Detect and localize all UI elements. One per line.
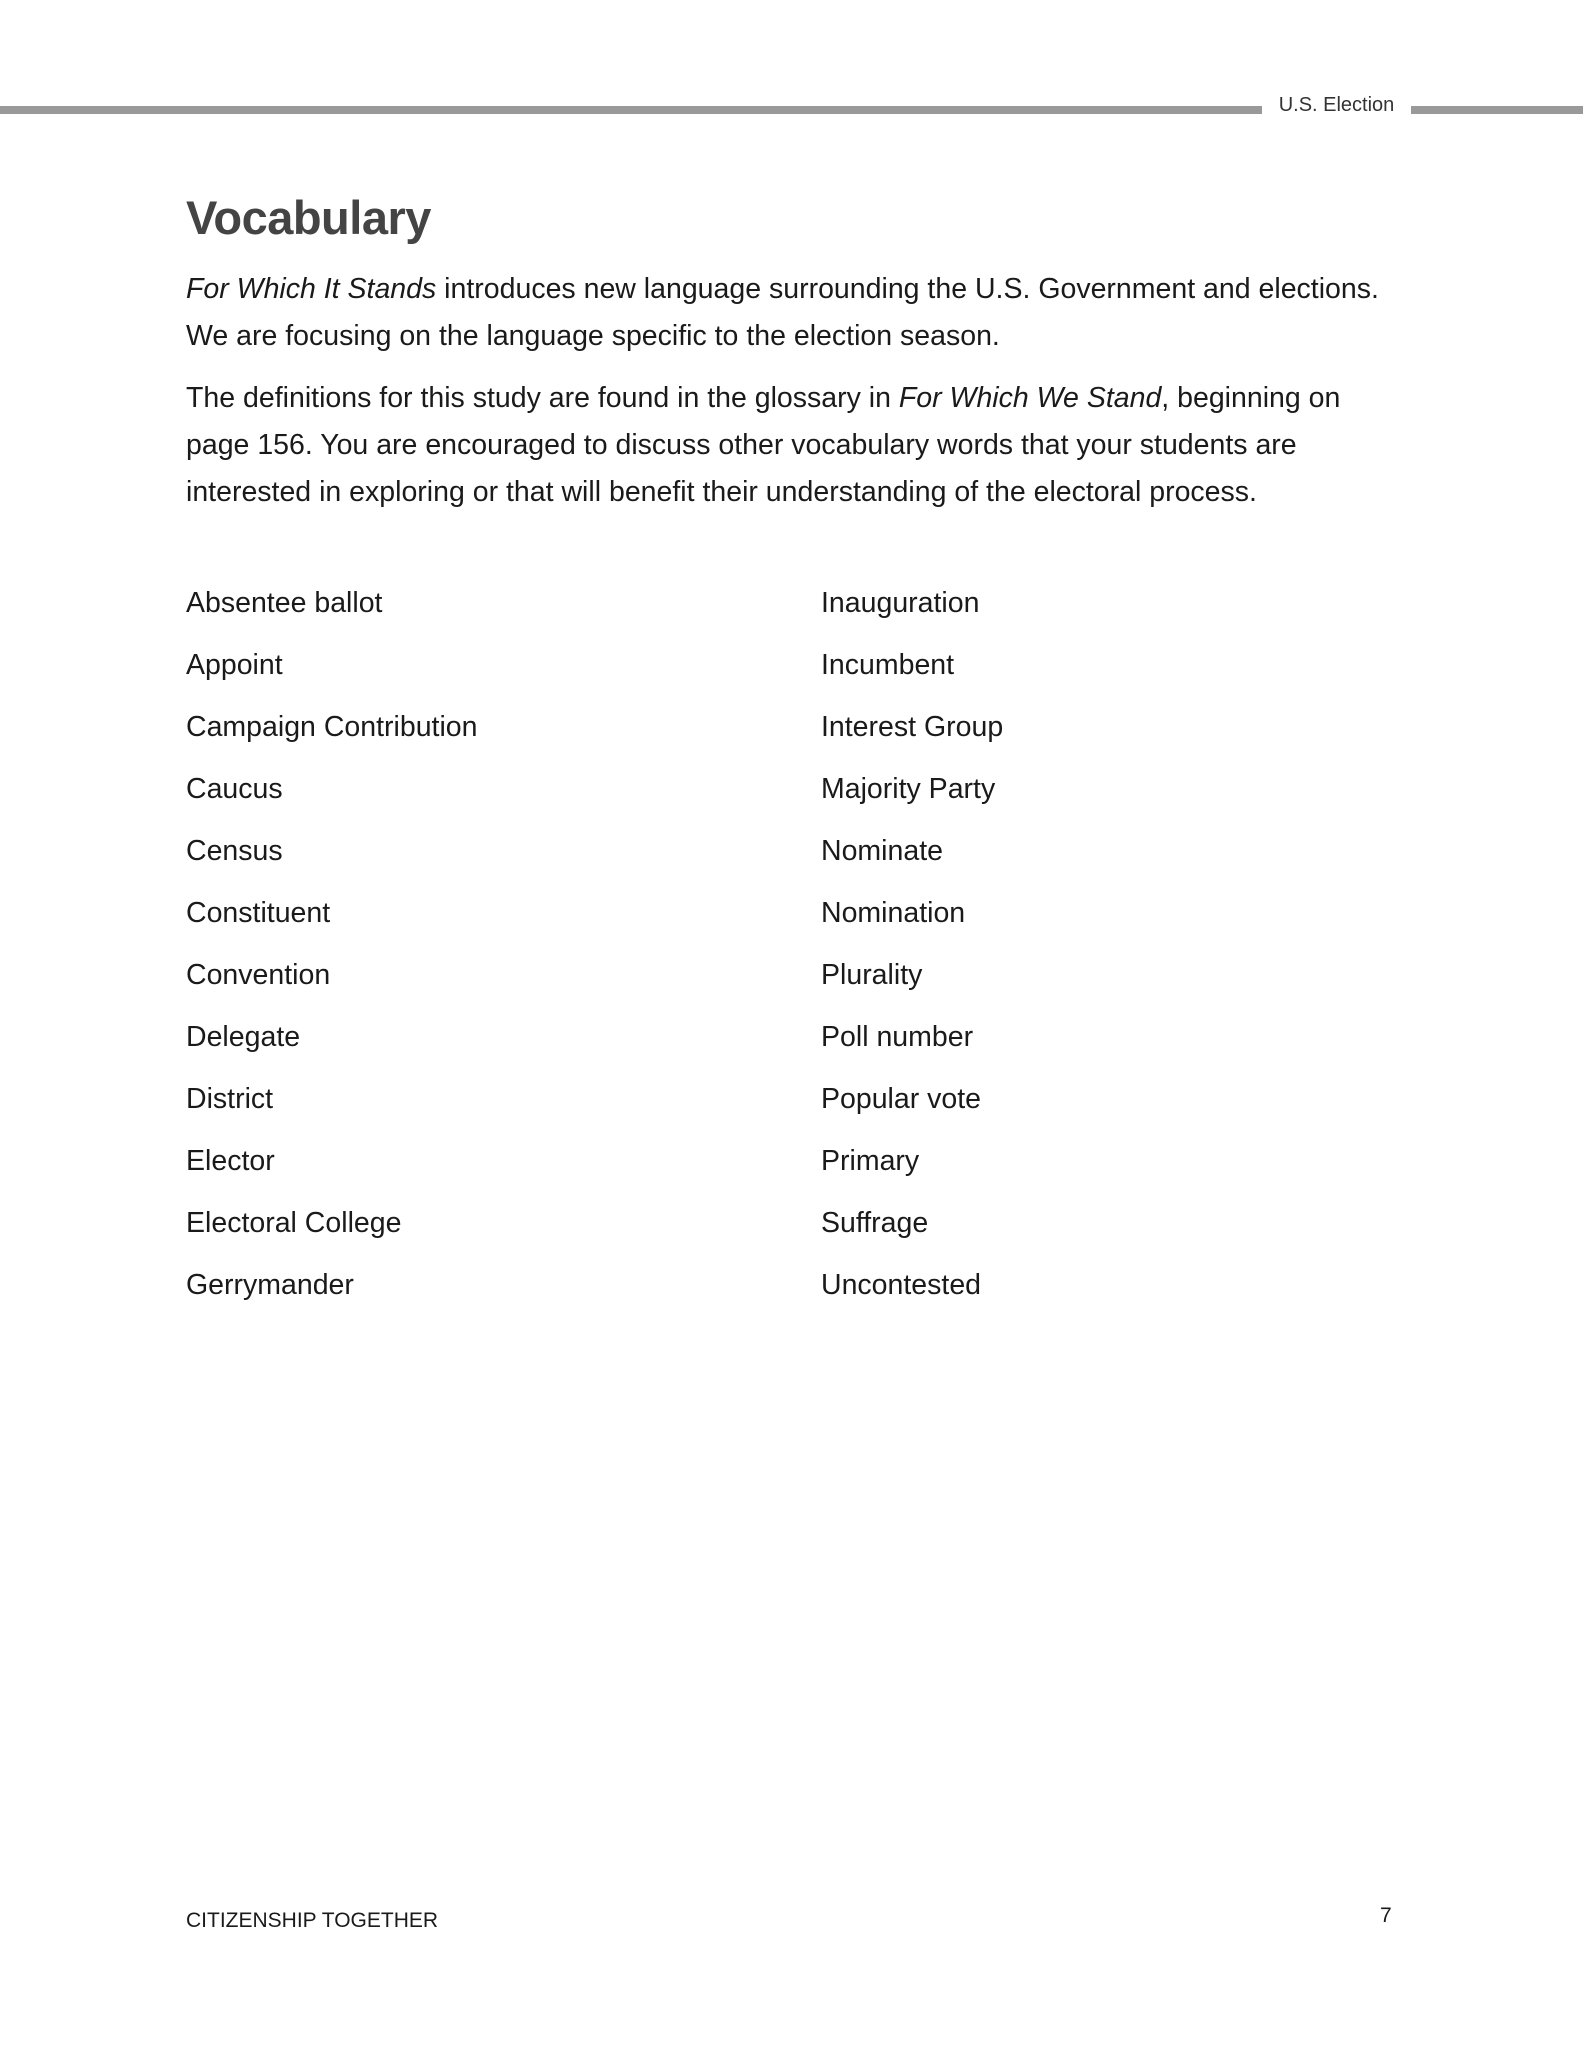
vocab-term: Popular vote bbox=[821, 1083, 982, 1115]
vocab-term: Poll number bbox=[821, 1021, 974, 1053]
vocab-term: Plurality bbox=[821, 959, 923, 991]
book-title-italic: For Which We Stand bbox=[898, 382, 1162, 414]
vocab-term: Delegate bbox=[186, 1021, 301, 1053]
vocab-term: Constituent bbox=[186, 897, 331, 929]
intro-paragraph-1-text: introduces new language surrounding the U.S. Government and elections. We are focusing on the language specific to the election season. bbox=[186, 273, 1379, 352]
section-label: U.S. Election bbox=[1278, 94, 1395, 116]
intro-paragraph-2-text-b: , beginning on page 156. You are encouraged to discuss other vocabulary words that your students are interested in exploring or that will benefit their understanding of the electoral process. bbox=[186, 382, 1341, 508]
vocab-term: Inauguration bbox=[821, 587, 980, 619]
vocab-term: Census bbox=[186, 835, 283, 867]
vocab-term: Elector bbox=[186, 1145, 275, 1177]
intro-paragraph-2-text-a: The definitions for this study are found in the glossary in bbox=[186, 382, 899, 414]
intro-text bbox=[186, 266, 1396, 531]
intro-paragraph-1 bbox=[186, 266, 1396, 360]
vocab-list-right bbox=[821, 579, 1003, 1323]
vocab-term: Electoral College bbox=[186, 1207, 402, 1239]
vocab-term: Majority Party bbox=[821, 773, 996, 805]
vocab-term: Absentee ballot bbox=[186, 587, 383, 619]
footer-publisher: CITIZENSHIP TOGETHER bbox=[186, 1909, 439, 1932]
vocab-term: Convention bbox=[186, 959, 331, 991]
page-number: 7 bbox=[1380, 1904, 1392, 1927]
page-title: Vocabulary bbox=[186, 191, 431, 244]
vocab-list-left bbox=[186, 579, 478, 1323]
vocab-term: Uncontested bbox=[821, 1269, 982, 1301]
intro-paragraph-2 bbox=[186, 375, 1396, 516]
vocab-term: Nomination bbox=[821, 897, 966, 929]
header-rule-right bbox=[1411, 106, 1583, 114]
vocab-term: Primary bbox=[821, 1145, 920, 1177]
vocab-term: Incumbent bbox=[821, 649, 955, 681]
vocab-term: Appoint bbox=[186, 649, 283, 681]
vocab-term: Interest Group bbox=[821, 711, 1004, 743]
vocab-term: Gerrymander bbox=[186, 1269, 354, 1301]
vocab-term: District bbox=[186, 1083, 274, 1115]
vocab-term: Suffrage bbox=[821, 1207, 929, 1239]
vocab-term: Nominate bbox=[821, 835, 943, 867]
vocab-term: Caucus bbox=[186, 773, 283, 805]
vocab-term: Campaign Contribution bbox=[186, 711, 478, 743]
book-title-italic: For Which It Stands bbox=[186, 273, 437, 305]
header-rule-left bbox=[0, 106, 1262, 114]
